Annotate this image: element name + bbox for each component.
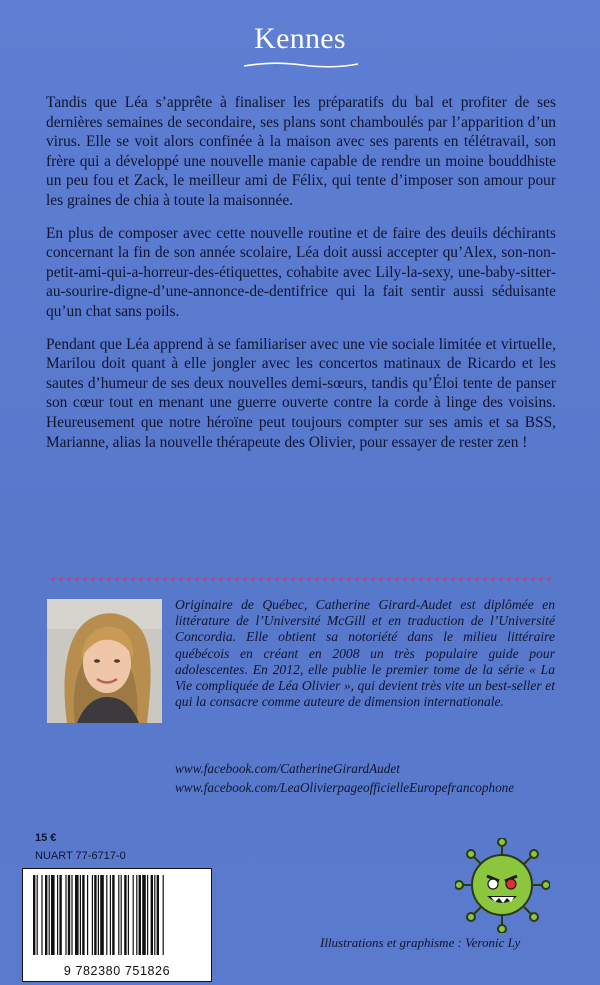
virus-mascot-icon (455, 838, 550, 933)
illustration-credits: Illustrations et graphisme : Veronic Ly (320, 935, 521, 950)
dotted-divider (49, 577, 555, 581)
author-links (175, 760, 565, 797)
facebook-author-link[interactable]: www.facebook.com/CatherineGirardAudet (175, 761, 400, 776)
publisher-logo: Kennes (254, 22, 346, 55)
synopsis-paragraph-1: Tandis que Léa s’apprête à finaliser les préparatifs du bal et profiter de ses dernières semaines de secondaire, ses plans sont chamboulés par l’apparition d’un virus. Elle se voit alors confinée à la maison avec ses parents en télétravail, son frère qui a développé une nouvelle manie capable de rendre un moine bouddhiste un peu fou et Zack, le meilleur ami de Félix, qui tente d’imposer son amour pour les graines de chia à toute la maisonnée. (46, 94, 556, 209)
author-photo (47, 599, 162, 723)
author-bio: Originaire de Québec, Catherine Girard-Audet est diplômée en littérature de l’Université McGill et en traduction de l’Université Concordia. Elle obtient sa notoriété dans le milieu littéraire québécois en créant en 2008 un très populaire guide pour adolescentes. En 2012, elle publie le premier tome de la série « La Vie compliquée de Léa Olivier », qui devient très vite un best-seller et qui la consacre comme auteure de dimension internationale. (175, 597, 555, 710)
isbn-barcode (22, 868, 212, 982)
synopsis-paragraph-2: En plus de composer avec cette nouvelle routine et de faire des deuils déchirants concernant la fin de son année scolaire, Léa doit aussi accepter qu’Alex, son-non-petit-ami-qui-a-horreur-des-étiquettes, cohabite avec Lily-la-sexy, une-baby-sitter-au-sourire-digne-d’une-annonce-de-dentifrice qui la fait sentir aussi séduisante qu’un chat sans poils. (46, 224, 556, 320)
synopsis (46, 93, 556, 465)
isbn-digits: 9 782380 751826 (63, 964, 171, 978)
barcode-icon (27, 873, 207, 959)
nuart-code: NUART 77-6717-0 (35, 850, 126, 862)
facebook-series-link[interactable]: www.facebook.com/LeaOlivierpageofficielleEuropefrancophone (175, 779, 515, 795)
logo-wave-icon (242, 60, 360, 70)
price: 15 € (35, 832, 57, 844)
synopsis-paragraph-3: Pendant que Léa apprend à se familiariser avec une vie sociale limitée et virtuelle, Marilou doit quant à elle jongler avec les concertos matinaux de Ricardo et les sautes d’humeur de ses deux nouvelles demi-sœurs, tandis qu’Éloi tente de panser son cœur tout en menant une guerre ouverte contre la corde à linge des voisins. Heureusement que notre héroïne peut toujours compter sur ses amis et sa BSS, Marianne, alias la nouvelle thérapeute des Olivier, pour essayer de rester zen ! (46, 335, 556, 451)
